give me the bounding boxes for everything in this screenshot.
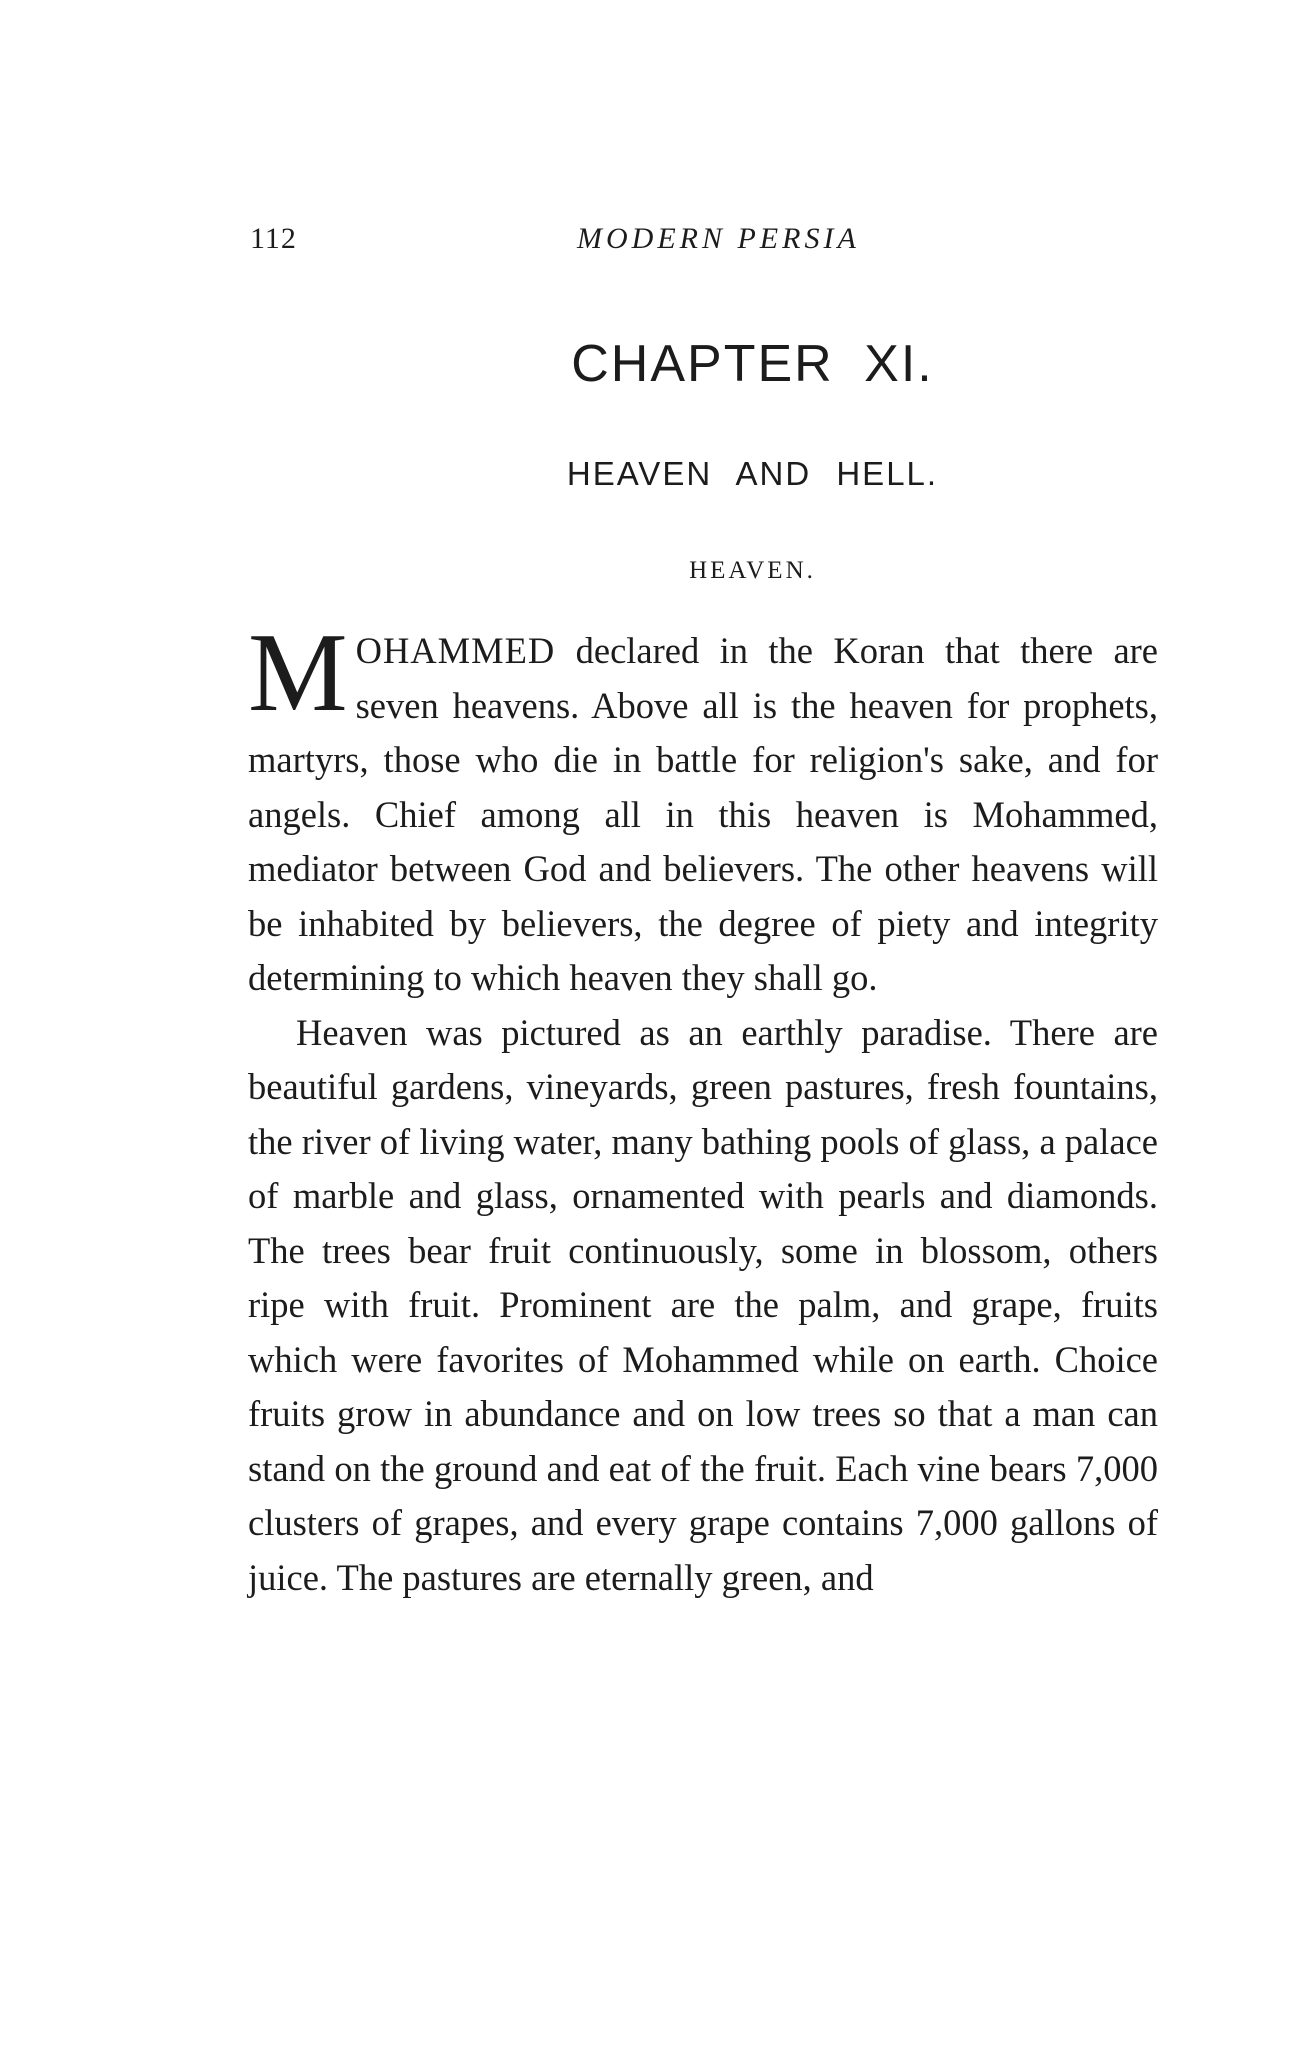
body-text bbox=[248, 611, 1158, 1605]
paragraph-first bbox=[248, 611, 1158, 1006]
lead-caps: OHAMMED bbox=[355, 630, 556, 671]
chapter-title: CHAPTER XI. bbox=[571, 335, 934, 393]
drop-cap: M bbox=[248, 611, 348, 735]
book-title: MODERN PERSIA bbox=[577, 222, 860, 255]
running-head bbox=[250, 222, 1150, 262]
paragraph-first-text: declared in the Koran that there are seven heavens. Above all is the heaven for prophets, martyrs, those who die in battle for religion's sake, and for angels. Chief among all in this heaven is Mohammed, mediator between God and believers. The other heavens will be inhabited by believers, the degree of piety and integrity determining to which heaven they shall go. bbox=[248, 630, 1158, 998]
chapter-subtitle: HEAVEN AND HELL. bbox=[566, 455, 939, 492]
page-number: 112 bbox=[250, 222, 297, 255]
paragraph-second: Heaven was pictured as an earthly paradise. There are beautiful gardens, vineyards, green pastures, fresh fountains, the river of living water, many bathing pools of glass, a palace of marble and glass, ornamented with pearls and diamonds. The trees bear fruit continuously, some in blossom, others ripe with fruit. Prominent are the palm, and grape, fruits which were favorites of Mohammed while on earth. Choice fruits grow in abundance and on low trees so that a man can stand on the ground and eat of the fruit. Each vine bears 7,000 clusters of grapes, and every grape contains 7,000 gallons of juice. The pastures are eternally green, and bbox=[248, 1011, 1158, 1598]
section-heading: HEAVEN. bbox=[689, 557, 816, 584]
